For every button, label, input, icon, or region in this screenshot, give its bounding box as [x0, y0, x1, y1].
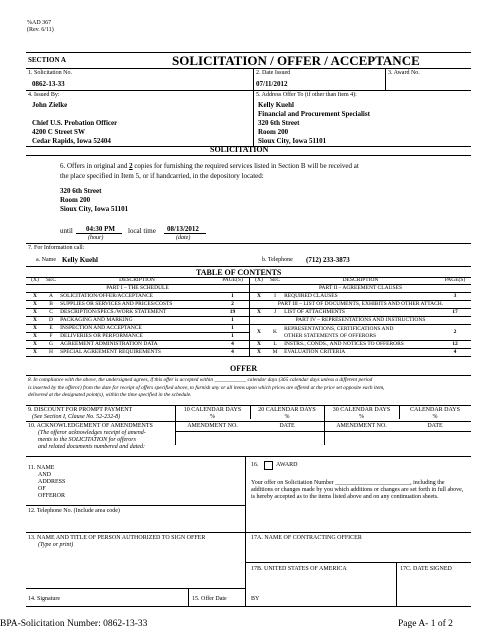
copies-count: 2: [129, 162, 133, 170]
toc-left-table: (X) SEC DESCRIPTION PAGE(S) PART I – THE SCHEDULE X A SOLICITATION/OFFER/ACCEPTANCE 1 X B SUPPLIES OR SERVICES AND PRICES/COSTS 2 X C DESCRIPTION/SPECS./WORK STATEMENT 19 X D PACKAGING AND MARKING 1 X E INSPECTION AND ACCEPTANCE 1 X F DELIVERIES OR PERFORMANCE 1 X G AGREEMENT ADMINISTRATION DATA 4 X H SPECIAL AGREEMENT REQUIREMENTS 4: [26, 277, 249, 357]
item15-label: 15. Offer Date: [192, 596, 227, 602]
address-street: 320 6th Street: [258, 119, 300, 127]
table-row: X K REPRESENTATIONS, CERTIFICATIONS AND OTHER STATEMENTS OF OFFERORS 2: [250, 325, 471, 341]
table-row: X I REQUIRED CLAUSES 3: [250, 293, 471, 301]
part1-label: PART I – THE SCHEDULE: [26, 285, 249, 293]
part4-label: PART IV – REPRESENTATIONS AND INSTRUCTIONS: [250, 317, 471, 325]
item13-sub: (Type or print): [38, 542, 74, 548]
table-row: X E INSPECTION AND ACCEPTANCE 1: [26, 325, 249, 333]
table-row: X J LIST OF ATTACHMENTS 17: [250, 309, 471, 317]
item10-label: 10. ACKNOWLEDGEMENT OF AMENDMENTS: [28, 423, 153, 429]
page-title: SOLICITATION / OFFER / ACCEPTANCE: [172, 53, 420, 68]
award-label: AWARD: [276, 462, 298, 468]
item17b-label: 17B. UNITED STATES OF AMERICA: [251, 566, 347, 572]
date-sub-label: (date): [176, 235, 191, 241]
issued-by-street: 4200 C Street SW: [32, 128, 85, 136]
part3-label: PART III – LIST OF DOCUMENTS, EXHIBITS AND OTHER ATTACH.: [250, 301, 471, 309]
by-label: BY: [251, 596, 260, 602]
footer-page: Page A- 1 of 2: [398, 619, 453, 629]
hour-label: (hour): [88, 235, 104, 241]
award-text: Your offer on Solicitation Number _________________________, including the additions or changes made by you which additions or changes are set forth in full above, is hereby accepted as to the items listed above and on any continuation sheets.: [251, 480, 464, 500]
item6-line2: the place specified in Item 5, or if handcarried, in the depository located:: [60, 172, 264, 180]
amendment-date-1: DATE: [279, 423, 295, 429]
issued-by-name: John Zielke: [32, 101, 68, 109]
table-row: X L INSTRS., CONDS., AND NOTICES TO OFFERORS 12: [250, 341, 471, 349]
discount-20-days: 20 CALENDAR DAYS: [258, 407, 316, 413]
issued-by-label: 4. Issued By:: [28, 92, 60, 98]
table-row: X M EVALUATION CRITERIA 4: [250, 349, 471, 357]
address-city: Sioux City, Iowa 51101: [258, 137, 327, 145]
offer-time: 04:30 PM: [86, 225, 115, 233]
depository-street: 320 6th Street: [60, 187, 102, 195]
item11-label: 11. NAME AND ADDRESS OF OFFEROR: [28, 465, 66, 499]
discount-30-days: 30 CALENDAR DAYS: [332, 407, 391, 413]
table-row: X C DESCRIPTION/SPECS./WORK STATEMENT 19: [26, 309, 249, 317]
offer-heading: OFFER: [230, 364, 258, 373]
solicitation-no: 0862-13-33: [32, 80, 65, 88]
amendment-no-1: AMENDMENT NO.: [187, 423, 238, 429]
toc-heading: TABLE OF CONTENTS: [196, 268, 282, 277]
award-no-label: 3. Award No.: [388, 70, 420, 76]
address-title: Financial and Procurement Specialist: [258, 110, 370, 118]
issued-by-title: Chief U.S. Probation Officer: [32, 119, 118, 127]
date-issued: 07/11/2012: [256, 80, 288, 88]
part2-label: PART II – AGREEMENT CLAUSES: [250, 285, 471, 293]
name-label: a. Name: [36, 257, 56, 263]
item14-label: 14. Signature: [28, 596, 60, 602]
section-a-label: SECTION A: [28, 56, 66, 64]
toc-right-table: (X) SEC DESCRIPTION PAGE(S) PART II – AGREEMENT CLAUSES X I REQUIRED CLAUSES 3 PART III – LIST OF DOCUMENTS, EXHIBITS AND OTHER ATTACH. X J LIST OF ATTACHMENTS 17 PART IV – REPRESENTATIONS AND INSTRUCTIONS X K REPRESENTATIONS, CERTIFICATIONS AND OTHER STATEMENTS OF OFFERORS 2 X L INSTRS., CONDS., AND NOTICES TO OFFERORS 12 X M EVALUATION CRITERIA 4: [250, 277, 471, 357]
form-id: %AD 367: [27, 20, 52, 26]
footer-solicitation: BPA-Solicitation Number: 0862-13-33: [0, 619, 148, 629]
depository-room: Room 200: [60, 196, 91, 204]
table-row: X G AGREEMENT ADMINISTRATION DATA 4: [26, 341, 249, 349]
item9-sub: (See Section I, Clause No. 52-232-8): [32, 414, 121, 420]
table-row: X A SOLICITATION/OFFER/ACCEPTANCE 1: [26, 293, 249, 301]
table-row: X B SUPPLIES OR SERVICES AND PRICES/COSTS 2: [26, 301, 249, 309]
item16-label: 16.: [251, 462, 259, 468]
issued-by-city: Cedar Rapids, Iowa 52404: [32, 137, 111, 145]
form-rev: (Rev. 6/11): [27, 27, 54, 33]
contact-name: Kelly Kuehl: [62, 256, 98, 264]
item13-label: 13. NAME AND TITLE OF PERSON AUTHORIZED TO SIGN OFFER: [28, 535, 206, 541]
award-checkbox[interactable]: [264, 461, 273, 470]
offer-date: 08/13/2012: [167, 225, 199, 233]
table-row: X F DELIVERIES OR PERFORMANCE 1: [26, 333, 249, 341]
table-row: X D PACKAGING AND MARKING 1: [26, 317, 249, 325]
item9-label: 9. DISCOUNT FOR PROMPT PAYMENT: [28, 407, 133, 413]
item17a-label: 17A. NAME OF CONTRACTING OFFICER: [251, 535, 362, 541]
item7-label: 7. For Information call:: [28, 245, 85, 251]
date-issued-label: 2. Date Issued: [256, 70, 291, 76]
depository-city: Sioux City, Iowa 51101: [60, 205, 129, 213]
solicitation-no-label: 1. Solicitation No.: [28, 70, 72, 76]
solicitation-heading: SOLICITATION: [210, 145, 269, 154]
amendment-date-2: DATE: [427, 423, 443, 429]
item12-label: 12. Telephone No. (Include area code): [28, 508, 120, 514]
table-row: X H SPECIAL AGREEMENT REQUIREMENTS 4: [26, 349, 249, 357]
item17c-label: 17C. DATE SIGNED: [400, 566, 452, 572]
item8-note: 8. In compliance with the above, the undersigned agrees, if this offer is accepted within ____________ calendar days (365 calendar days unless a different period is inserted by the offeror) from the date for receipt of offers specified above, to furnish any or all items upon which prices are offered at the price set opposite each item, delivered at the designated point(s), within the time specified in the schedule.: [28, 377, 385, 398]
local-time-label: local time: [128, 227, 156, 235]
address-room: Room 200: [258, 128, 289, 136]
item6-line1: 6. Offers in original and 2 copies for furnishing the required services listed in Section B will be received at: [60, 162, 359, 170]
until-label: until: [60, 227, 73, 235]
phone-label: b. Telephone: [262, 257, 293, 263]
address-label: 5. Address Offer To (if other than Item 4):: [256, 92, 357, 98]
amendment-no-2: AMENDMENT NO.: [336, 423, 387, 429]
discount-10-days: 10 CALENDAR DAYS: [183, 407, 242, 413]
address-name: Kelly Kuehl: [258, 101, 294, 109]
contact-phone: (712) 233-3873: [306, 256, 350, 264]
discount-calendar-days: CALENDAR DAYS: [410, 407, 460, 413]
